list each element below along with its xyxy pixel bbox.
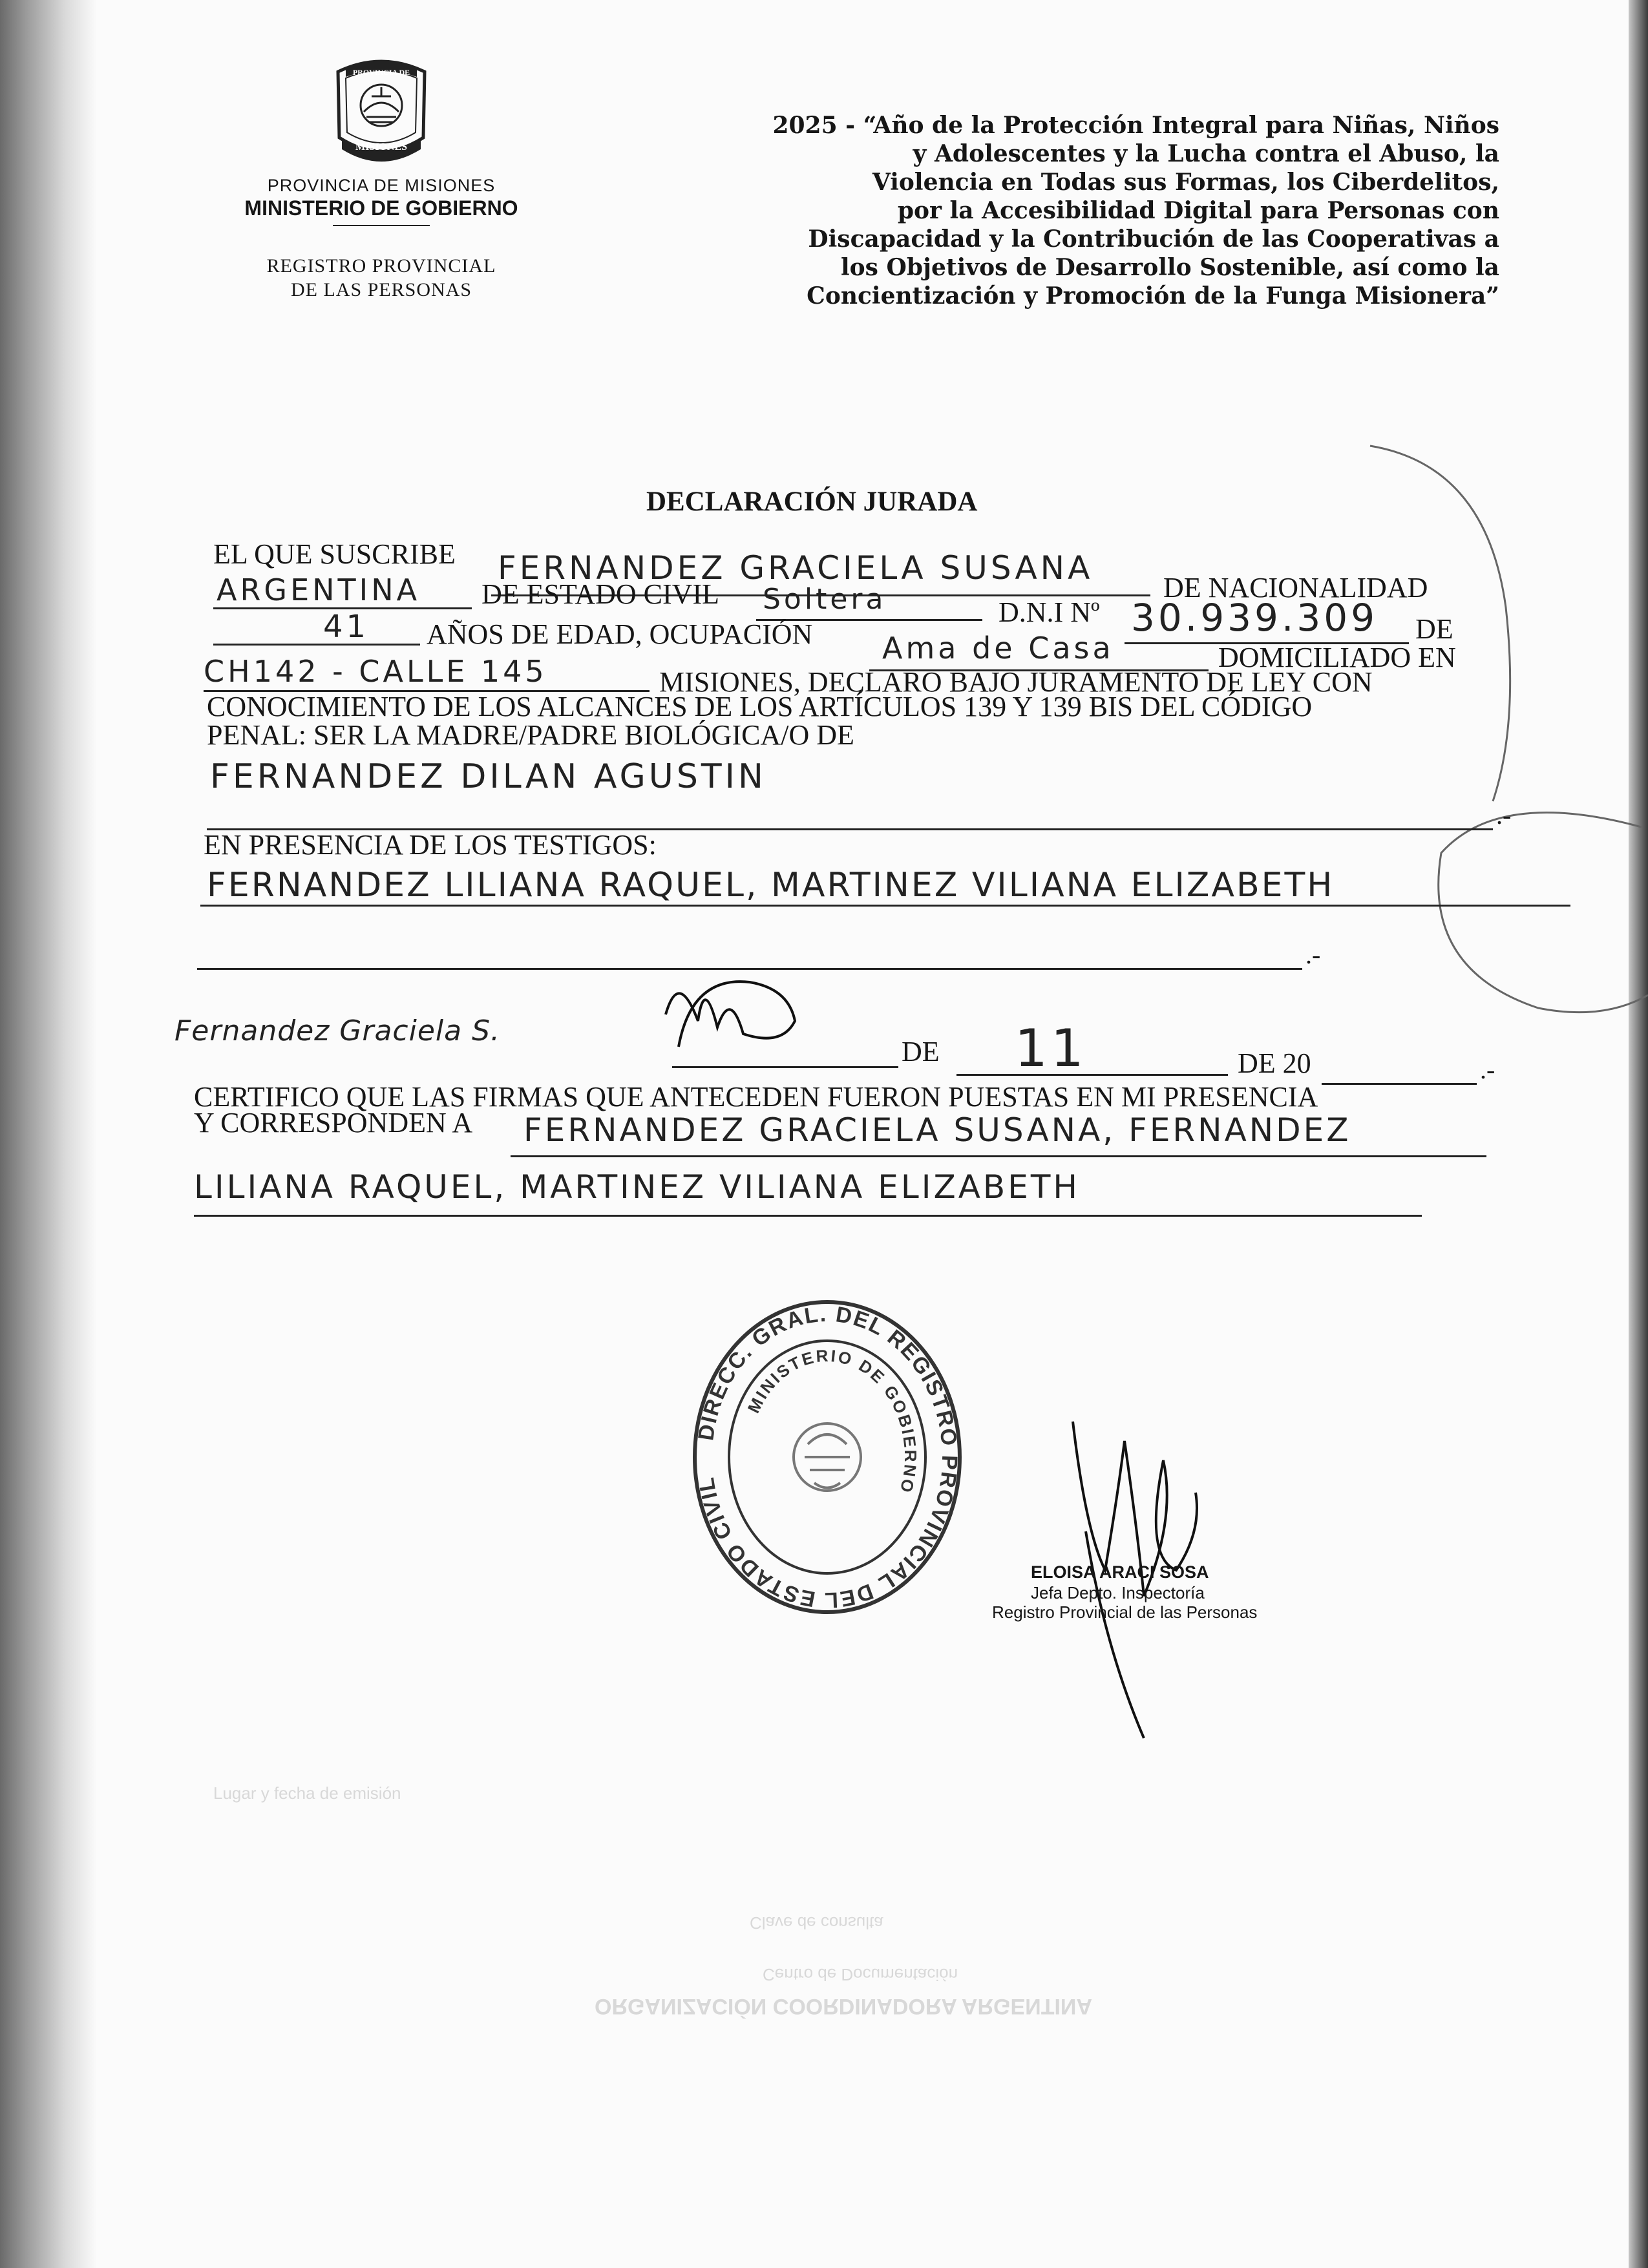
document-title: DECLARACIÓN JURADA [646, 487, 978, 517]
end-mark: .- [1496, 801, 1512, 830]
svg-text:MINISTERIO DE GOBIERNO: MINISTERIO DE GOBIERNO [743, 1345, 921, 1496]
legal-text-line3: PENAL: SER LA MADRE/PADRE BIOLÓGICA/O DE [207, 719, 854, 751]
scan-edge-left [0, 0, 97, 2268]
official-role: Jefa Depto. Inspectoría [1031, 1583, 1205, 1602]
field-underline [511, 1155, 1486, 1157]
field-underline [194, 1215, 1422, 1217]
handwritten-testigos: FERNANDEZ LILIANA RAQUEL, MARTINEZ VILIANA ELIZABETH [207, 866, 1335, 905]
handwritten-edad: 41 [323, 609, 370, 645]
handwritten-lugar: Fernandez Graciela S. [174, 1014, 501, 1047]
motto-line: por la Accesibilidad Digital para Personas con [897, 197, 1499, 224]
field-underline [213, 644, 420, 646]
header-province: PROVINCIA DE MISIONES [267, 176, 496, 195]
certifico-line1: CERTIFICO QUE LAS FIRMAS QUE ANTECEDEN FUERON PUESTAS EN MI PRESENCIA [194, 1081, 1318, 1113]
svg-text:MISIONES: MISIONES [355, 142, 408, 152]
handwritten-corresponden-line1: FERNANDEZ GRACIELA SUSANA, FERNANDEZ [523, 1111, 1351, 1149]
label-testigos: EN PRESENCIA DE LOS TESTIGOS: [204, 829, 657, 861]
header-registry-line1: REGISTRO PROVINCIAL [266, 255, 496, 277]
handwritten-suscribe: FERNANDEZ GRACIELA SUSANA [498, 549, 1093, 587]
label-domiciliado: DOMICILIADO EN [1218, 642, 1456, 673]
handwritten-estado-civil: Soltera [763, 583, 887, 616]
motto-line: los Objetivos de Desarrollo Sostenible, así como la [840, 254, 1499, 281]
label-de: DE [1415, 613, 1453, 645]
label-dni: D.N.I Nº [998, 596, 1100, 628]
end-mark: .- [1480, 1055, 1495, 1084]
field-underline [200, 905, 1570, 907]
field-underline [956, 1074, 1228, 1076]
scan-edge-right [1629, 0, 1648, 2268]
label-corresponden: Y CORRESPONDEN A [194, 1107, 473, 1139]
province-crest-icon [326, 55, 436, 165]
header-ministry: MINISTERIO DE GOBIERNO [244, 196, 518, 220]
label-suscribe: EL QUE SUSCRIBE [213, 538, 456, 570]
margin-pencil-arcs [1344, 439, 1648, 1021]
motto-line: Discapacidad y la Contribución de las Cooperativas a [808, 226, 1499, 253]
motto-line: Violencia en Todas sus Formas, los Ciberdelitos, [872, 169, 1499, 196]
label-date-de2: DE 20 [1238, 1047, 1311, 1079]
label-anos-ocupacion: AÑOS DE EDAD, OCUPACIÓN [427, 618, 813, 650]
handwritten-hijo: FERNANDEZ DILAN AGUSTIN [210, 757, 766, 796]
official-office: Registro Provincial de las Personas [992, 1602, 1258, 1622]
field-underline [1322, 1083, 1477, 1085]
handwritten-dia: 11 [1015, 1018, 1087, 1078]
handwritten-corresponden-line2: LILIANA RAQUEL, MARTINEZ VILIANA ELIZABETH [194, 1168, 1080, 1206]
end-mark: .- [1305, 940, 1321, 969]
legal-text-line2: CONOCIMIENTO DE LOS ALCANCES DE LOS ARTÍCULOS 139 Y 139 BIS DEL CÓDIGO [207, 691, 1313, 722]
label-estado-civil: DE ESTADO CIVIL [481, 578, 719, 610]
show-through-text: Centro de Documentación [763, 1965, 958, 1984]
show-through-text: ORGANIZACIÓN COORDINADORA ARGENTINA [595, 1994, 1093, 2019]
header-divider [333, 225, 430, 226]
show-through-text: Lugar y fecha de emisión [213, 1783, 401, 1803]
label-misiones: MISIONES, DECLARO BAJO JURAMENTO DE LEY CON [659, 666, 1373, 698]
handwritten-ocupacion: Ama de Casa [882, 631, 1114, 666]
handwritten-nacionalidad: ARGENTINA [217, 572, 421, 607]
official-name: ELOISA ARACI SOSA [1031, 1562, 1209, 1582]
motto-line: Concientización y Promoción de la Funga Misionera” [807, 282, 1499, 310]
official-stamp [682, 1289, 973, 1625]
declarant-signature [653, 963, 808, 1073]
handwritten-dni: 30.939.309 [1131, 596, 1379, 640]
motto-line: y Adolescentes y la Lucha contra el Abuso, la [913, 140, 1499, 167]
motto-line: 2025 - “Año de la Protección Integral para Niñas, Niños [772, 112, 1499, 139]
year-motto [679, 111, 1499, 310]
field-underline [672, 1066, 898, 1068]
header-registry-line2: DE LAS PERSONAS [290, 279, 472, 300]
label-nacionalidad: DE NACIONALIDAD [1163, 572, 1428, 604]
label-date-de1: DE [902, 1036, 940, 1067]
svg-text:DIRECC. GRAL. DEL REGISTRO PRO: DIRECC. GRAL. DEL REGISTRO PROVINCIAL DEL ESTADO CIVIL [693, 1301, 962, 1613]
show-through-text: Clave de consulta [750, 1913, 883, 1933]
handwritten-domicilio: CH142 - CALLE 145 [204, 654, 547, 689]
svg-text:PROVINCIA DE: PROVINCIA DE [352, 68, 410, 77]
